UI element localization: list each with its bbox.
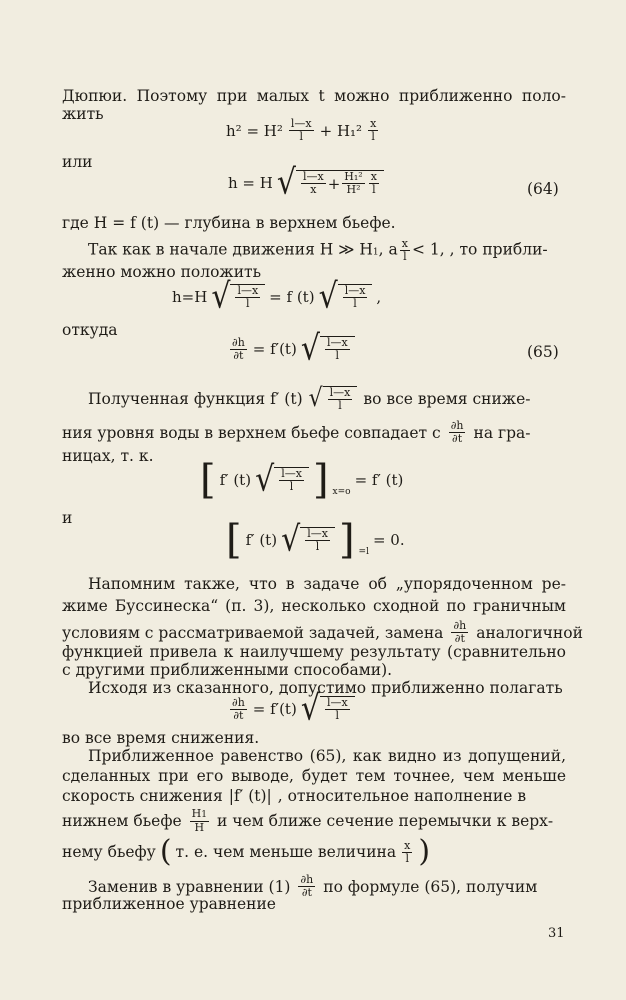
equation-h-sqrt: h=H √ $\frac{l—x}{l}$ = f (t) √ $\frac{l—x}{l}$ , bbox=[172, 276, 382, 317]
fraction: $\frac{x}{l}$ bbox=[370, 117, 377, 143]
text-line: нему бьефу ( т. е. чем меньше величина $\frac{x}{l}$ ) bbox=[62, 834, 431, 869]
equation-64 bbox=[228, 162, 384, 203]
text-line: нижнем бьефе $\frac{H1}{H}$ и чем ближе сечение перемычки к верх- bbox=[62, 807, 554, 834]
equation-65: $\frac{\partial h}{\partial t}$ = f′(t) √ $\frac{l—x}{l}$ bbox=[228, 334, 355, 364]
equation-h-squared bbox=[226, 118, 380, 143]
text-line: откуда bbox=[62, 321, 118, 339]
eq-term: + H₁² bbox=[319, 121, 363, 140]
equation-65-repeat: $\frac{\partial h}{\partial t}$ = f′(t) √ $\frac{l—x}{l}$ bbox=[228, 694, 355, 724]
text-line: или bbox=[62, 153, 93, 171]
text-line: Приближенное равенство (65), как видно из допущений, bbox=[88, 747, 566, 765]
text-line: жить bbox=[62, 105, 104, 123]
text-line: Напомним также, что в задаче об „упорядоченном ре- bbox=[88, 575, 566, 593]
text-line: ницах, т. к. bbox=[62, 447, 154, 465]
eq-lhs: h² = H² bbox=[226, 121, 283, 140]
text-line: Дюпюи. Поэтому при малых t можно приближенно поло- bbox=[62, 87, 566, 105]
text-line: Заменив в уравнении (1) $\frac{\partial h}{\partial t}$ по формуле (65), получим bbox=[88, 873, 538, 899]
text-line: функцией привела к наилучшему результату (сравнительно bbox=[62, 643, 566, 661]
equation-number: (64) bbox=[527, 180, 559, 198]
text-line: сделанных при его выводе, будет тем точнее, чем меньше bbox=[62, 767, 566, 785]
text-line: женно можно положить bbox=[62, 263, 262, 281]
text-line: Исходя из сказанного, допустимо приближенно полагать bbox=[88, 679, 563, 697]
text-line: жиме Буссинеска“ (п. 3), несколько сходной по граничным bbox=[62, 597, 566, 615]
text-line: Так как в начале движения H ≫ H1, a $\frac{x}{l}$ < 1, , то прибли- bbox=[88, 237, 548, 263]
text-line: и bbox=[62, 509, 73, 527]
sqrt: √ $\frac{l—x}{x}$ + $\frac{\text{H₁²}}{\text{H²}}$ $\frac{x}{l}$ bbox=[277, 168, 384, 198]
equation-boundary-l: [ f′ (t) √ $\frac{l—x}{l}$ ] =l = 0. bbox=[226, 517, 405, 563]
text-line: во все время снижения. bbox=[62, 729, 260, 747]
text-line: Полученная функция f′ (t) √ $\frac{l—x}{l}$ во все время сниже- bbox=[88, 384, 531, 413]
text-line: ния уровня воды в верхнем бьефе совпадает с $\frac{\partial h}{\partial t}$ на гра- bbox=[62, 419, 531, 445]
text-line: приближенное уравнение bbox=[62, 895, 276, 913]
text-line: условиям с рассматриваемой задачей, замена $\frac{\partial h}{\partial t}$ аналогичной bbox=[62, 619, 583, 645]
eq-lhs: h = H bbox=[228, 174, 273, 192]
text-line: где H = f (t) — глубина в верхнем бьефе. bbox=[62, 214, 396, 232]
text-line: скорость снижения |f′ (t)| , относительное наполнение в bbox=[62, 787, 527, 805]
fraction: $\frac{l—x}{l}$ bbox=[290, 117, 312, 143]
page-number: 31 bbox=[548, 926, 565, 941]
equation-boundary-x0: [ f′ (t) √ $\frac{l—x}{l}$ ] x=o = f′ (t) bbox=[200, 457, 404, 503]
equation-number: (65) bbox=[527, 343, 559, 361]
text-line: с другими приближенными способами). bbox=[62, 661, 393, 679]
